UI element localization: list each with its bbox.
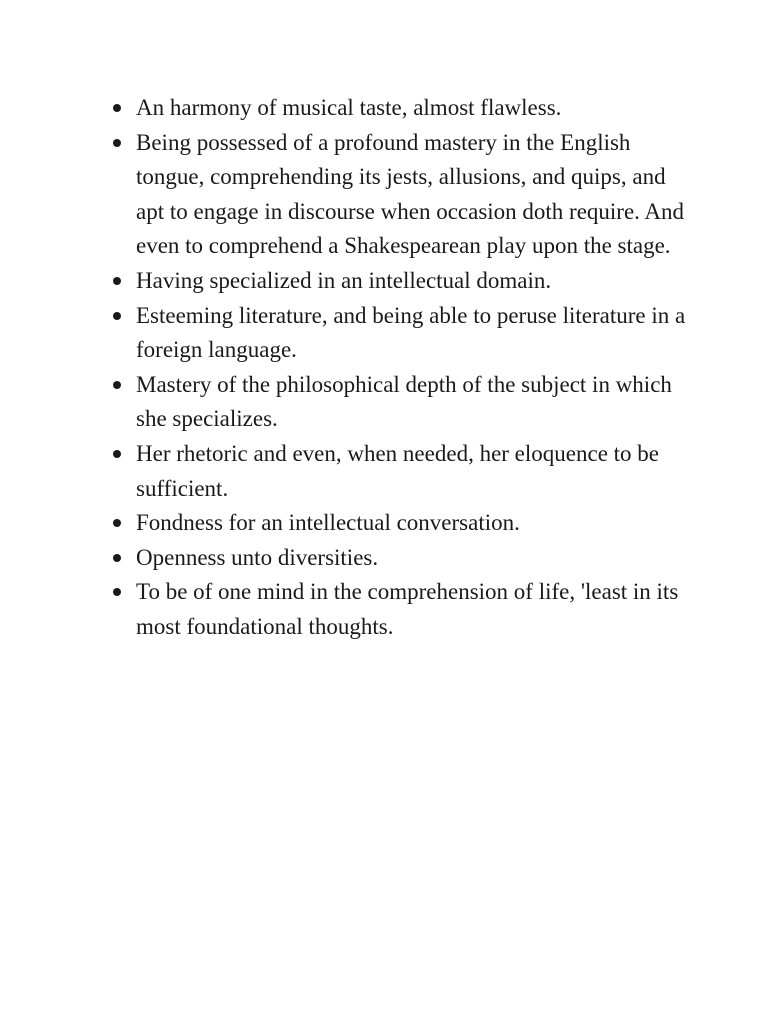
bullet-icon (113, 277, 121, 285)
list-item-text: To be of one mind in the comprehension of life, 'least in its most foundational thoughts. (136, 579, 679, 639)
list-item-text: Being possessed of a profound mastery in the English tongue, comprehending its jests, allusions, and quips, and apt to engage in discourse when occasion doth require. And even to comprehend a Shakespearean play upon the stage. (136, 129, 685, 259)
list-item (108, 541, 688, 576)
bullet-icon (113, 588, 121, 596)
list-item-text: Having specialized in an intellectual domain. (136, 267, 552, 293)
list-item-text: Mastery of the philosophical depth of the subject in which she specializes. (136, 371, 672, 432)
list-item (108, 299, 688, 368)
list-item (108, 575, 688, 644)
list-item (108, 368, 688, 437)
list-item (108, 437, 688, 506)
bullet-icon (113, 554, 121, 562)
bullet-icon (113, 104, 121, 112)
bullet-icon (113, 381, 121, 389)
list-item-text: Esteeming literature, and being able to peruse literature in a foreign language. (136, 302, 686, 363)
list-item (108, 264, 688, 299)
list-item (108, 91, 688, 126)
bullet-icon (113, 519, 121, 527)
bullet-list (108, 91, 688, 645)
list-item-text: An harmony of musical taste, almost flawless. (136, 95, 562, 120)
list-item-text: Fondness for an intellectual conversation. (136, 510, 520, 536)
list-item (108, 126, 688, 264)
bullet-icon (113, 450, 121, 458)
list-item-text: Openness unto diversities. (136, 544, 379, 570)
bullet-icon (113, 139, 121, 147)
list-item (108, 506, 688, 541)
bullet-icon (113, 312, 121, 320)
list-item-text: Her rhetoric and even, when needed, her eloquence to be sufficient. (136, 440, 660, 501)
